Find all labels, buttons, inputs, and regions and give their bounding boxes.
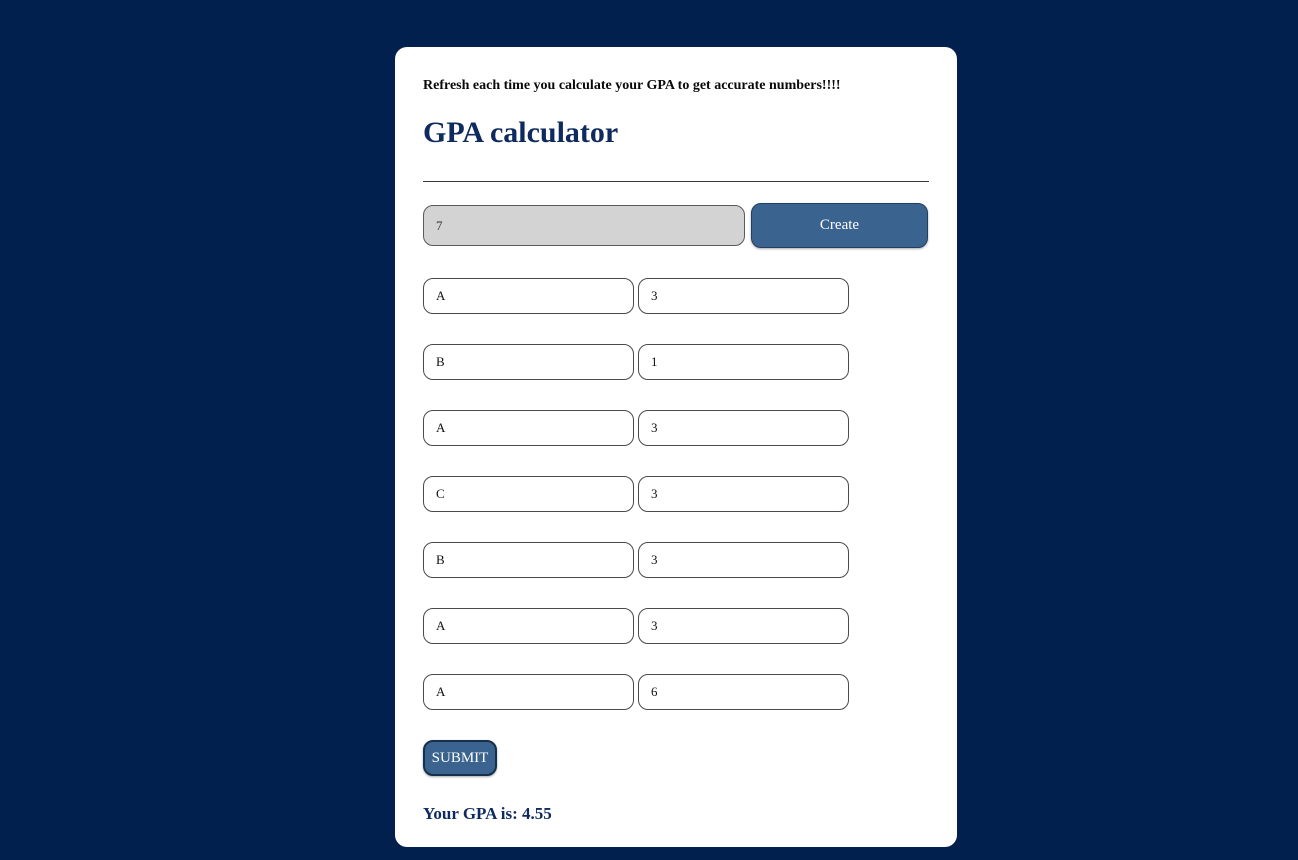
grade-input[interactable] — [423, 542, 634, 578]
submit-button[interactable]: SUBMIT — [423, 740, 497, 776]
page-title: GPA calculator — [423, 116, 619, 149]
course-row — [423, 674, 929, 710]
credits-input[interactable] — [638, 542, 849, 578]
gpa-calculator-card — [395, 47, 957, 847]
gpa-result-value: 4.55 — [522, 804, 552, 823]
divider — [423, 181, 929, 182]
create-button[interactable]: Create — [751, 203, 928, 248]
gpa-result — [423, 804, 929, 824]
course-row — [423, 278, 929, 314]
course-count-input — [423, 205, 745, 246]
course-count-row — [423, 203, 929, 248]
refresh-warning-text: Refresh each time you calculate your GPA to get accurate numbers!!!! — [423, 78, 841, 93]
course-row — [423, 410, 929, 446]
course-row — [423, 608, 929, 644]
credits-input[interactable] — [638, 278, 849, 314]
credits-input[interactable] — [638, 476, 849, 512]
credits-input[interactable] — [638, 344, 849, 380]
course-row — [423, 542, 929, 578]
grade-input[interactable] — [423, 344, 634, 380]
gpa-result-label: Your GPA is: — [423, 804, 518, 823]
credits-input[interactable] — [638, 674, 849, 710]
grade-input[interactable] — [423, 410, 634, 446]
grade-input[interactable] — [423, 674, 634, 710]
credits-input[interactable] — [638, 608, 849, 644]
grade-input[interactable] — [423, 608, 634, 644]
course-row — [423, 344, 929, 380]
course-row — [423, 476, 929, 512]
credits-input[interactable] — [638, 410, 849, 446]
grade-input[interactable] — [423, 476, 634, 512]
grade-input[interactable] — [423, 278, 634, 314]
